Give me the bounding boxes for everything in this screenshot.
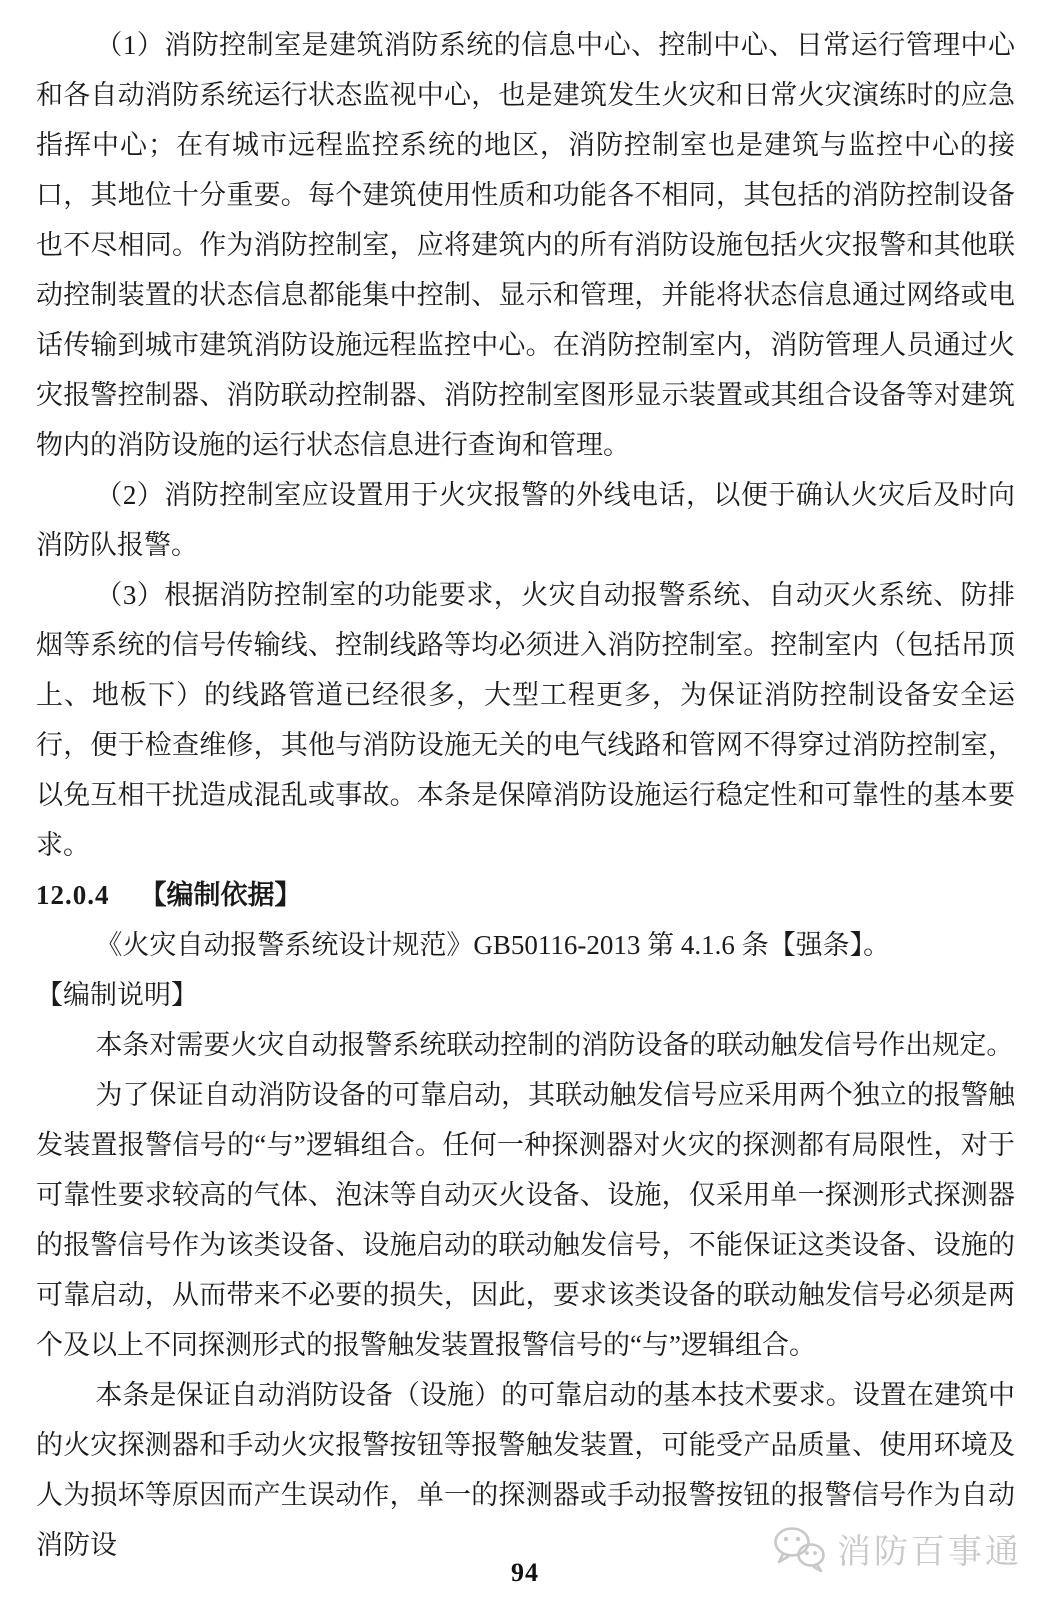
- clause-heading: [36, 870, 1015, 920]
- basis-reference: 《火灾自动报警系统设计规范》GB50116-2013 第 4.1.6 条【强条】。: [95, 930, 891, 960]
- paragraph-3: （3）根据消防控制室的功能要求，火灾自动报警系统、自动灭火系统、防排烟等系统的信号传输线、控制线路等均必须进入消防控制室。控制室内（包括吊顶上、地板下）的线路管道已经很多，大型工程更多，为保证消防控制设备安全运行，便于检查维修，其他与消防设施无关的电气线路和管网不得穿过消防控制室，以免互相干扰造成混乱或事故。本条是保障消防设施运行稳定性和可靠性的基本要求。: [36, 580, 1015, 860]
- explanation-paragraph-3: 本条是保证自动消防设备（设施）的可靠启动的基本技术要求。设置在建筑中的火灾探测器和手动火灾报警按钮等报警触发装置，可能受产品质量、使用环境及人为损坏等原因而产生误动作，单一的探测器或手动报警按钮的报警信号作为自动消防设: [36, 1380, 1015, 1560]
- paragraph-1: （1）消防控制室是建筑消防系统的信息中心、控制中心、日常运行管理中心和各自动消防系统运行状态监视中心，也是建筑发生火灾和日常火灾演练时的应急指挥中心；在有城市远程监控系统的地区，消防控制室也是建筑与监控中心的接口，其地位十分重要。每个建筑使用性质和功能各不相同，其包括的消防控制设备也不尽相同。作为消防控制室，应将建筑内的所有消防设施包括火灾报警和其他联动控制装置的状态信息都能集中控制、显示和管理，并能将状态信息通过网络或电话传输到城市建筑消防设施远程监控中心。在消防控制室内，消防管理人员通过火灾报警控制器、消防联动控制器、消防控制室图形显示装置或其组合设备等对建筑物内的消防设施的运行状态信息进行查询和管理。: [36, 30, 1015, 460]
- explanation-heading: 【编制说明】: [36, 980, 198, 1010]
- explanation-paragraph-1: 本条对需要火灾自动报警系统联动控制的消防设备的联动触发信号作出规定。: [95, 1030, 1014, 1060]
- clause-heading-label: 【编制依据】: [139, 880, 302, 910]
- explanation-paragraph-2: 为了保证自动消防设备的可靠启动，其联动触发信号应采用两个独立的报警触发装置报警信号的“与”逻辑组合。任何一种探测器对火灾的探测都有局限性，对于可靠性要求较高的气体、泡沫等自动灭火设备、设施，仅采用单一探测形式探测器的报警信号作为该类设备、设施启动的联动触发信号，不能保证这类设备、设施的可靠启动，从而带来不必要的损失，因此，要求该类设备的联动触发信号必须是两个及以上不同探测形式的报警触发装置报警信号的“与”逻辑组合。: [36, 1080, 1015, 1360]
- document-body: [36, 20, 1015, 1570]
- watermark-label: 消防百事通: [837, 1534, 1022, 1571]
- clause-number: 12.0.4: [36, 880, 110, 910]
- paragraph-2: （2）消防控制室应设置用于火灾报警的外线电话，以便于确认火灾后及时向消防队报警。: [36, 480, 1015, 560]
- page-number: 94: [511, 1558, 539, 1587]
